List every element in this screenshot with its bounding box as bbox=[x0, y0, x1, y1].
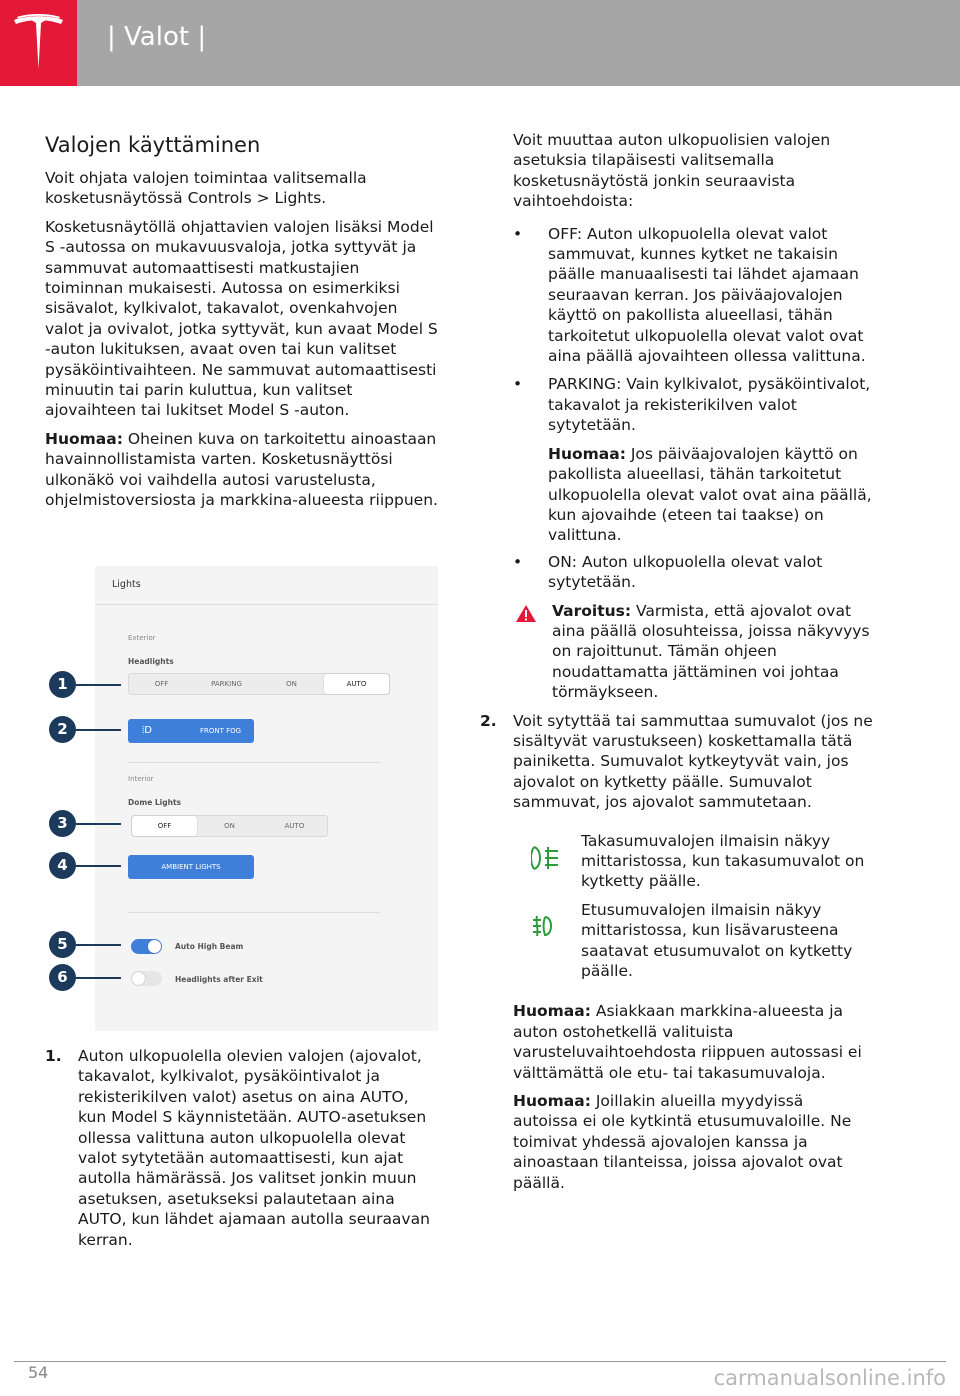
warning-block: Varoitus: Varmista, että ajovalot ovat aina päällä olosuhteissa, joissa näkyvyys on rajoittunut. Tämän ohjeen noudattamatta jättäminen voi johtaa törmäykseen. bbox=[513, 601, 873, 703]
tesla-logo-icon bbox=[12, 14, 65, 70]
callout-6: 6 bbox=[49, 964, 76, 991]
callout-line bbox=[76, 977, 121, 979]
dome-lights-label: Dome Lights bbox=[128, 798, 181, 807]
interior-divider bbox=[128, 912, 380, 913]
on-label: ON bbox=[548, 552, 572, 571]
intro-paragraph: Voit ohjata valojen toimintaa valitsemalla kosketusnäytössä Controls > Lights. bbox=[45, 169, 367, 208]
options-intro: Voit muuttaa auton ulkopuolisien valojen asetuksia tilapäisesti valitsemalla kosketusnäytöstä jonkin seuraavista vaihtoehdoista: bbox=[513, 131, 831, 211]
page-header bbox=[0, 0, 960, 86]
headlights-auto[interactable]: AUTO bbox=[324, 674, 389, 694]
page-heading: Valojen käyttäminen bbox=[45, 133, 261, 157]
parking-label: PARKING bbox=[548, 375, 617, 394]
front-fog-light-icon bbox=[531, 914, 561, 940]
callout-line bbox=[76, 684, 121, 686]
section-title: | Valot | bbox=[107, 22, 207, 52]
front-fog-text: Etusumuvalojen ilmaisin näkyy mittaristossa, kun lisävarusteena saatavat etusumuvalot on kytketty päälle. bbox=[581, 900, 853, 981]
headlights-parking[interactable]: PARKING bbox=[211, 680, 242, 688]
option-on: • ON: Auton ulkopuolella olevat valot sytytetään. bbox=[513, 552, 823, 592]
note-label: Huomaa: bbox=[45, 429, 123, 448]
exterior-divider bbox=[128, 762, 380, 763]
headlights-label: Headlights bbox=[128, 657, 174, 666]
lights-term: Lights bbox=[274, 189, 322, 208]
interior-label: Interior bbox=[128, 775, 154, 783]
footer-divider bbox=[14, 1361, 946, 1362]
market-note: Huomaa: Asiakkaan markkina-alueesta ja auton ostohetkellä valituista varusteluvaihtoehdosta riippuen autossasi ei välttämättä ole etu- tai takasumuvaloja. bbox=[513, 1002, 862, 1082]
dome-off[interactable]: OFF bbox=[132, 816, 197, 836]
dome-lights-segmented-control[interactable] bbox=[131, 815, 328, 837]
screen-title: Lights bbox=[112, 579, 141, 590]
auto-high-beam-label: Auto High Beam bbox=[175, 942, 244, 951]
controls-term: Controls bbox=[187, 189, 252, 208]
dome-on[interactable]: ON bbox=[224, 822, 235, 830]
rear-fog-text: Takasumuvalojen ilmaisin näkyy mittaristossa, kun takasumuvalot on kytketty päälle. bbox=[581, 831, 865, 891]
page-number: 54 bbox=[28, 1363, 49, 1382]
fog-light-icon: ⦙D bbox=[142, 725, 152, 736]
dome-auto[interactable]: AUTO bbox=[284, 822, 305, 830]
auto-high-beam-toggle[interactable] bbox=[131, 939, 162, 954]
warning-label: Varoitus: bbox=[552, 601, 632, 620]
lights-screen-figure bbox=[95, 566, 438, 1031]
left-column bbox=[45, 130, 440, 519]
headlights-off[interactable]: OFF bbox=[154, 680, 169, 688]
item-number: 2. bbox=[480, 711, 497, 730]
callout-1: 1 bbox=[49, 671, 76, 698]
item-1-block bbox=[45, 1046, 440, 1258]
ambient-lights-button[interactable]: AMBIENT LIGHTS bbox=[128, 855, 254, 879]
item-number: 1. bbox=[45, 1047, 62, 1065]
callout-2: 2 bbox=[49, 716, 76, 743]
region-note: Huomaa: Joillakin alueilla myydyissä autoissa ei ole kytkintä etusumuvaloille. Ne toimivat yhdessä ajovalojen kanssa ja ainoastaan tilanteissa, joissa ajovalot ovat päällä. bbox=[513, 1092, 852, 1192]
front-fog-indicator-row bbox=[513, 900, 873, 982]
callout-3: 3 bbox=[49, 810, 76, 837]
headlights-segmented-control[interactable] bbox=[128, 673, 390, 695]
off-label: OFF bbox=[548, 224, 577, 243]
headlights-after-exit-label: Headlights after Exit bbox=[175, 975, 263, 984]
callout-line bbox=[76, 729, 121, 731]
numbered-item-2: 2. Voit sytyttää tai sammuttaa sumuvalot (jos ne sisältyvät varustukseen) koskettamalla tätä painiketta. Sumuvalot kytkeytyvät vain, jos ajovalot on kytketty päälle. Sumuvalot sammuvat, jos ajovalot sammutetaan. bbox=[480, 711, 873, 812]
headlights-after-exit-toggle[interactable] bbox=[131, 971, 162, 986]
callout-4: 4 bbox=[49, 852, 76, 879]
option-off: • OFF: Auton ulkopuolella olevat valot sammuvat, kunnes kytket ne takaisin päälle manuaalisesti tai lähdet ajamaan seuraavan kerran. Jos päiväajovalojen käyttö on pakollista alueellasi, tähän tarkoitetut ulkopuolella olevat valot ovat aina päällä ajovaihteen ollessa valittuna. bbox=[513, 224, 866, 366]
rear-fog-light-icon bbox=[531, 845, 561, 871]
exterior-label: Exterior bbox=[128, 634, 156, 642]
warning-triangle-icon bbox=[515, 604, 537, 623]
headlights-on[interactable]: ON bbox=[286, 680, 297, 688]
watermark: carmanualsonline.info bbox=[713, 1366, 946, 1390]
screen-divider bbox=[95, 604, 438, 605]
brand-box bbox=[0, 0, 77, 86]
right-column bbox=[480, 130, 873, 1201]
note-paragraph: Huomaa: Oheinen kuva on tarkoitettu ainoastaan havainnollistamista varten. Kosketusnäyttösi ulkonäkö voi vaihdella autosi varustelusta, ohjelmistoversiosta ja markkina-alueesta riippuen. bbox=[45, 429, 438, 510]
numbered-item-1: 1. Auton ulkopuolella olevien valojen (ajovalot, takavalot, kylkivalot, pysäköintivalot ja rekisterikilven valot) asetus on aina AUTO, kun Model S käynnistetään. AUTO-asetuksen ollessa valittuna auton ulkopuolella olevat valot sytytetään automaattisesti, kun ajat autolla hämärässä. Jos valitset jonkin muun asetuksen, asetukseksi palautetaan aina AUTO, kun lähdet ajamaan autolla seuraavan kerran. bbox=[45, 1047, 430, 1249]
callout-line bbox=[76, 865, 121, 867]
parking-note: Huomaa: Jos päiväajovalojen käyttö on pakollista alueellasi, tähän tarkoitetut ulkopuolella olevat valot ovat aina päällä, kun ajovaihde (eteen tai taakse) on valittuna. bbox=[548, 444, 872, 545]
callout-line bbox=[76, 823, 121, 825]
callout-line bbox=[76, 944, 121, 946]
option-parking: • PARKING: Vain kylkivalot, pysäköintivalot, takavalot ja rekisterikilven valot sytytetään. bbox=[513, 375, 871, 435]
front-fog-button[interactable]: ⦙D FRONT FOG bbox=[128, 719, 254, 743]
callout-5: 5 bbox=[49, 931, 76, 958]
rear-fog-indicator-row bbox=[513, 831, 873, 892]
comfort-lights-paragraph: Kosketusnäytöllä ohjattavien valojen lisäksi Model S -autossa on mukavuusvaloja, jotka syttyvät ja sammuvat automaattisesti matkustajien toiminnan mukaisesti. Autossa on esimerkiksi sisävalot, kylkivalot, takavalot, ovenkahvojen valot ja ovivalot, jotka syttyvät, kun avaat Model S -auton lukituksen, avaat oven tai kun valitset pysäköintivaihteen. Ne sammuvat automaattisesti minuutin tai parin kuluttua, kun valitset ajovaihteen tai lukitset Model S -auton. bbox=[45, 217, 438, 420]
